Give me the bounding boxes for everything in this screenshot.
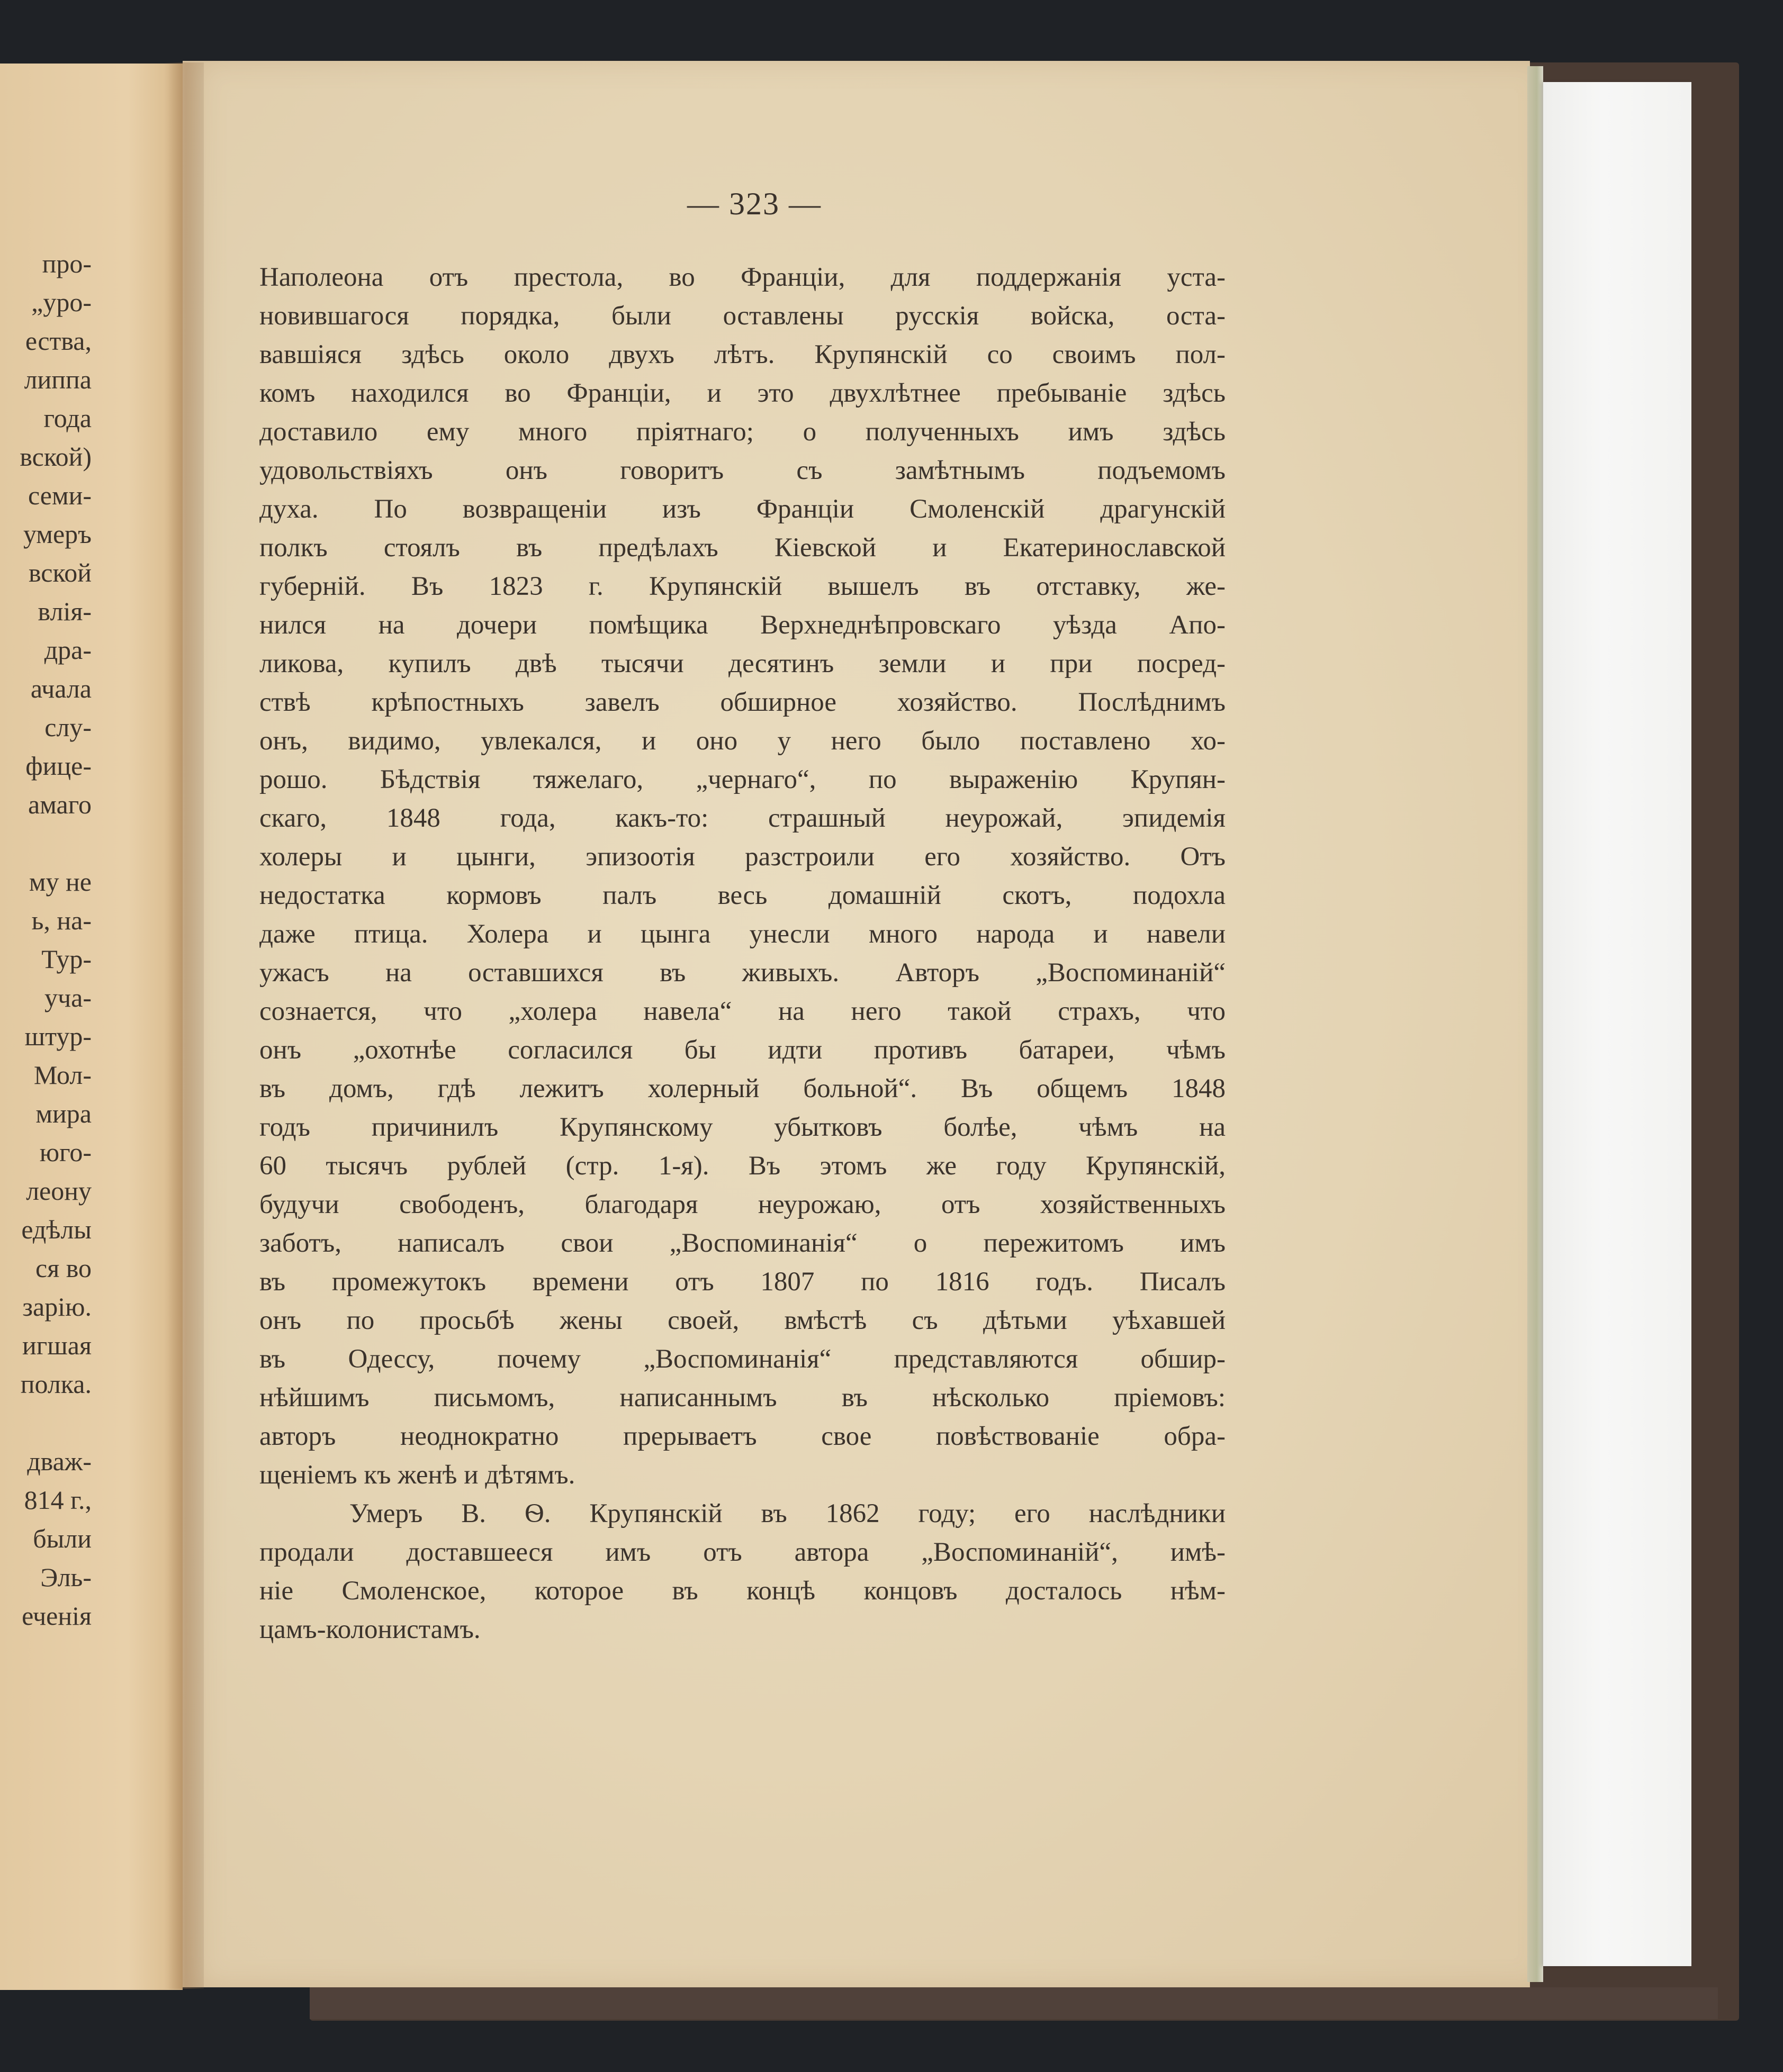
left-page-line: дра- (44, 635, 92, 665)
left-page-line: штур- (24, 1021, 92, 1051)
text-line: продали доставшееся имъ отъ автора „Воспоминаній“, имѣ- (259, 1537, 1226, 1567)
text-line: ужасъ на оставшихся въ живыхъ. Авторъ „Воспоминаній“ (259, 958, 1226, 988)
left-page-line: липпа (24, 365, 92, 394)
left-page-line: игшая (22, 1331, 92, 1360)
left-page-line: года (43, 403, 92, 433)
text-line: ствѣ крѣпостныхъ завелъ обширное хозяйство. Послѣднимъ (259, 687, 1226, 717)
text-line: нился на дочери помѣщика Верхнеднѣпровскаго уѣзда Апо- (259, 610, 1226, 640)
text-line: ніе Смоленское, которое въ концѣ концовъ досталось нѣм- (259, 1576, 1226, 1606)
left-page-line: ачала (30, 674, 92, 703)
text-line: новившагося порядка, были оставлены русскія войска, оста- (259, 301, 1226, 331)
text-line: скаго, 1848 года, какъ-то: страшный неурожай, эпидемія (259, 803, 1226, 833)
left-page-line: еченія (22, 1601, 92, 1631)
left-page-line: уча- (44, 983, 92, 1012)
left-page-line: вской) (20, 442, 92, 472)
left-page-line: мира (35, 1099, 92, 1128)
left-page-line: зарію. (22, 1292, 92, 1322)
left-page-line (0, 824, 92, 863)
left-page-line: умеръ (23, 519, 92, 549)
left-page-line: „уро- (31, 287, 92, 317)
left-page-line: му не (29, 867, 92, 897)
text-line: полкъ стоялъ въ предѣлахъ Кіевской и Екатеринославской (259, 533, 1226, 563)
text-line: цамъ-колонистамъ. (259, 1615, 481, 1644)
left-page-line: вской (28, 558, 92, 587)
left-page-line: Мол- (33, 1060, 92, 1090)
left-page-line: семи- (28, 481, 92, 510)
text-line: доставило ему много пріятнаго; о полученныхъ имъ здѣсь (259, 417, 1226, 447)
text-line: комъ находился во Франціи, и это двухлѣтнее пребываніе здѣсь (259, 378, 1226, 408)
text-line: даже птица. Холера и цынга унесли много народа и навели (259, 919, 1226, 949)
book-cover-bottom-edge (310, 1987, 1718, 2019)
text-line: ликова, купилъ двѣ тысячи десятинъ земли и при посред- (259, 649, 1226, 678)
text-line: въ Одессу, почему „Воспоминанія“ представляются обшир- (259, 1344, 1226, 1374)
text-line: Умеръ В. Ѳ. Крупянскій въ 1862 году; его наслѣдники (349, 1499, 1226, 1528)
white-backing-sheet (1543, 82, 1691, 1966)
text-line: холеры и цынги, эпизоотія разстроили его хозяйство. Отъ (259, 842, 1226, 872)
left-page-line: Эль- (40, 1562, 92, 1592)
text-line: духа. По возвращеніи изъ Франціи Смоленскій драгунскій (259, 494, 1226, 524)
text-line: губерній. Въ 1823 г. Крупянскій вышелъ въ отставку, же- (259, 572, 1226, 601)
text-line: будучи свободенъ, благодаря неурожаю, отъ хозяйственныхъ (259, 1190, 1226, 1219)
left-page-line: про- (42, 249, 92, 278)
left-page-line: Тур- (41, 944, 92, 974)
text-line: нѣйшимъ письмомъ, написаннымъ въ нѣсколько пріемовъ: (259, 1383, 1226, 1413)
text-line: Наполеона отъ престола, во Франціи, для поддержанія уста- (259, 263, 1226, 292)
left-page-line: были (33, 1524, 92, 1553)
left-page-line: 814 г., (24, 1485, 92, 1515)
left-page-line: леону (26, 1176, 92, 1206)
page-number: — 323 — (687, 186, 822, 221)
left-page (0, 64, 183, 1990)
text-line: въ промежутокъ времени отъ 1807 по 1816 годъ. Писалъ (259, 1267, 1226, 1297)
text-line: 60 тысячъ рублей (стр. 1-я). Въ этомъ же году Крупянскій, (259, 1151, 1226, 1181)
left-page-line: амаго (28, 790, 92, 819)
left-page-line: дваж- (27, 1446, 92, 1476)
left-page-line: ь, на- (31, 906, 92, 935)
left-page-line (0, 1404, 92, 1442)
text-line: заботъ, написалъ свои „Воспоминанія“ о пережитомъ имъ (259, 1228, 1226, 1258)
text-line: онъ, видимо, увлекался, и оно у него было поставлено хо- (259, 726, 1226, 756)
left-page-line: слу- (44, 712, 92, 742)
text-line: щеніемъ къ женѣ и дѣтямъ. (259, 1460, 575, 1490)
text-line: сознается, что „холера навела“ на него такой страхъ, что (259, 997, 1226, 1026)
page-body-text (259, 258, 1226, 1649)
text-line: онъ по просьбѣ жены своей, вмѣстѣ съ дѣтьми уѣхавшей (259, 1306, 1226, 1335)
left-page-line: едѣлы (21, 1215, 92, 1244)
left-page-line: ся во (35, 1253, 92, 1283)
text-line: вавшіяся здѣсь около двухъ лѣтъ. Крупянскій со своимъ пол- (259, 340, 1226, 369)
page-edges (1527, 66, 1543, 1982)
left-page-text-fragments (0, 245, 92, 1635)
text-line: годъ причинилъ Крупянскому убытковъ болѣе, чѣмъ на (259, 1112, 1226, 1142)
left-page-line: полка. (20, 1369, 92, 1399)
text-line: рошо. Бѣдствія тяжелаго, „чернаго“, по выраженію Крупян- (259, 765, 1226, 794)
text-line: недостатка кормовъ палъ весь домашній скотъ, подохла (259, 881, 1226, 910)
text-line: онъ „охотнѣе согласился бы идти противъ батареи, чѣмъ (259, 1035, 1226, 1065)
text-line: удовольствіяхъ онъ говоритъ съ замѣтнымъ подъемомъ (259, 456, 1226, 485)
left-page-line: ества, (25, 326, 92, 356)
left-page-line: фице- (25, 751, 92, 781)
text-line: авторъ неоднократно прерываетъ свое повѣствованіе обра- (259, 1422, 1226, 1451)
left-page-line: влія- (38, 596, 92, 626)
left-page-line: юго- (39, 1137, 92, 1167)
text-line: въ домъ, гдѣ лежитъ холерный больной“. Въ общемъ 1848 (259, 1074, 1226, 1103)
page-gutter (164, 62, 204, 1989)
